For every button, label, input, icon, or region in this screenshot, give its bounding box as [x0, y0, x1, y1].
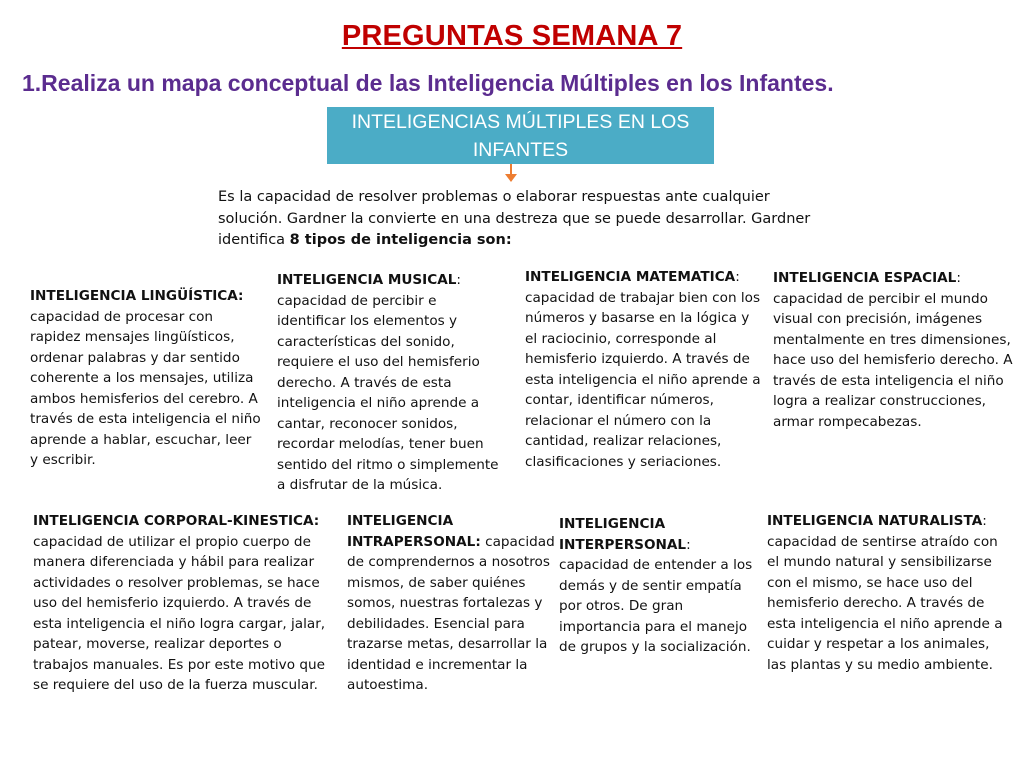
- card-title: INTELIGENCIA NATURALISTA: [767, 513, 983, 529]
- question-text: 1.Realiza un mapa conceptual de las Inteligencia Múltiples en los Infantes.: [22, 70, 834, 96]
- card-title-suffix: :: [982, 513, 987, 529]
- intro-definition: [218, 187, 818, 252]
- card-description: capacidad de trabajar bien con los números y basarse en la lógica y el raciocinio, corresponde al hemisferio izquierdo. A través de esta inteligencia el niño aprende a contar, identificar números, relacionar el número con la cantidad, realizar relaciones, clasificaciones y seriaciones.: [525, 289, 761, 470]
- card-title: INTELIGENCIA CORPORAL-KINESTICA:: [33, 513, 320, 529]
- intelligence-card-corporal-kinestica: [33, 511, 329, 696]
- card-description: capacidad de entender a los demás y de sentir empatía por otros. De gran importancia para el manejo de grupos y la socialización.: [559, 557, 753, 655]
- card-title: INTELIGENCIA INTERPERSONAL: [559, 516, 687, 553]
- intro-bold-text: 8 tipos de inteligencia son:: [289, 232, 512, 248]
- page-title: PREGUNTAS SEMANA 7: [341, 20, 683, 52]
- card-description: capacidad de percibir e identificar los elementos y características del sonido, requiere el uso del hemisferio derecho. A través de esta inteligencia el niño aprende a cantar, reconocer sonidos, recordar melodías, tener buen sentido del ritmo o simplemente a disfrutar de la música.: [277, 292, 499, 493]
- intelligence-card-linguistica: [30, 286, 262, 471]
- card-description: capacidad de comprendernos a nosotros mismos, de saber quiénes somos, nuestras fortalezas y debilidades. Esencial para trazarse metas, desarrollar la identidad e incrementar la autoestima.: [347, 533, 555, 693]
- central-concept-box: [327, 107, 714, 164]
- card-title: INTELIGENCIA MUSICAL: [277, 272, 457, 288]
- arrow-down-icon: [505, 174, 517, 182]
- intelligence-card-naturalista: [767, 511, 1007, 675]
- central-concept-title: INTELIGENCIAS MÚLTIPLES EN LOS INFANTES: [351, 111, 690, 161]
- intelligence-card-matematica: [525, 267, 765, 472]
- card-title: INTELIGENCIA MATEMATICA: [525, 269, 736, 285]
- card-description: capacidad de percibir el mundo visual con precisión, imágenes mentalmente en tres dimensiones, hace uso del hemisferio derecho. A través de esta inteligencia el niño logra a realizar construcciones, armar rompecabezas.: [773, 290, 1013, 430]
- card-title-suffix: :: [956, 270, 961, 286]
- intro-text: Es la capacidad de resolver problemas o elaborar respuestas ante cualquier solución. Gardner la convierte en una destreza que se puede desarrollar. Gardner identifica: [218, 189, 811, 248]
- card-title: INTELIGENCIA ESPACIAL: [773, 270, 957, 286]
- card-description: capacidad de utilizar el propio cuerpo de manera diferenciada y hábil para realizar actividades o resolver problemas, se hace uso del hemisferio izquierdo. A través de esta inteligencia el niño logra cargar, jalar, patear, moverse, realizar deportes o trabajos manuales. Es por este motivo que se requiere del uso de la fuerza muscular.: [33, 533, 326, 693]
- card-title-suffix: :: [686, 536, 691, 553]
- intelligence-card-musical: [277, 270, 509, 496]
- intelligence-card-intrapersonal: [347, 511, 555, 696]
- card-title: INTELIGENCIA INTRAPERSONAL:: [347, 513, 481, 550]
- card-description: capacidad de sentirse atraído con el mundo natural y sensibilizarse con el mismo, se hace uso del hemisferio derecho. A través de esta inteligencia el niño aprende a cuidar y respetar a los animales, las plantas y su medio ambiente.: [767, 533, 1003, 673]
- card-title: INTELIGENCIA LINGÜÍSTICA:: [30, 288, 244, 304]
- card-title-suffix: :: [456, 272, 461, 288]
- intelligence-card-espacial: [773, 268, 1013, 432]
- intelligence-card-interpersonal: [559, 514, 761, 658]
- card-title-suffix: :: [735, 269, 740, 285]
- card-description: capacidad de procesar con rapidez mensajes lingüísticos, ordenar palabras y dar sentido coherente a los mensajes, utiliza ambos hemisferios del cerebro. A través de esta inteligencia el niño aprende a hablar, escuchar, leer y escribir.: [30, 308, 261, 468]
